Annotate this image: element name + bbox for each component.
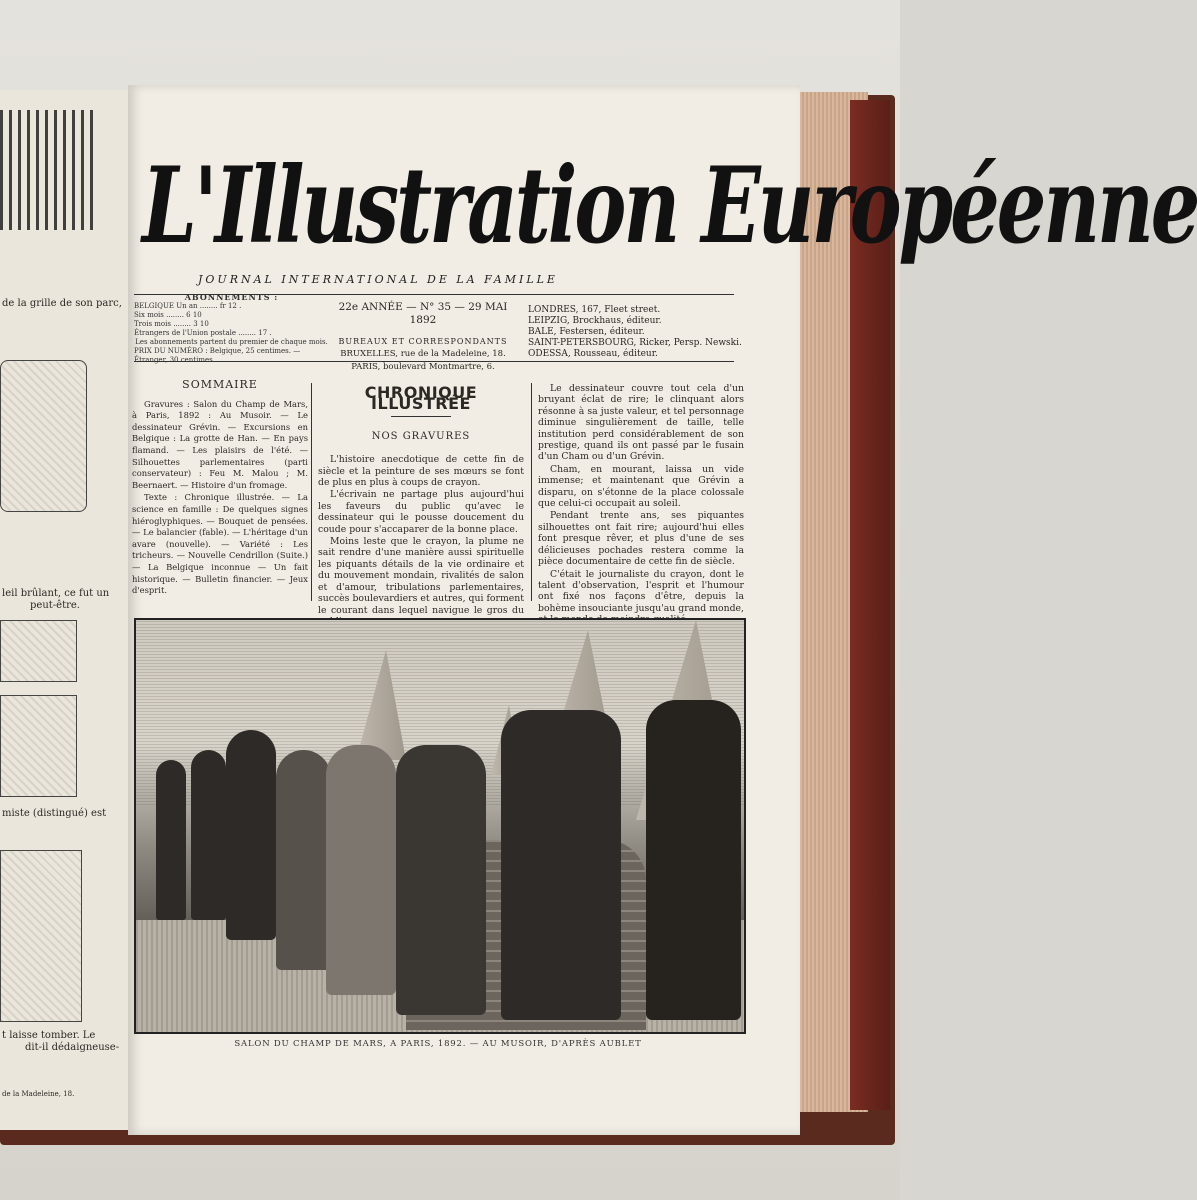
old-sailor-figure [501, 710, 621, 1020]
sailor-figure [326, 745, 396, 995]
chronique-column [318, 383, 524, 628]
chronique-paragraph: L'histoire anecdotique de cette fin de siècle et la peinture de ses mœurs se font de plus en plus à coups de crayon. [318, 454, 524, 489]
left-text-fragment: de la Madeleine, 18. [2, 1090, 75, 1098]
masthead [136, 115, 1197, 285]
left-text-fragment: t laisse tomber. Le [2, 1030, 96, 1041]
sommaire-paragraph: Texte : Chronique illustrée. — La science en famille : De quelques signes hiéroglyphiques. — Bouquet de pensées. — Le balancier (fable). — L'héritage d'un avare (nouvelle). — Variété : Les tricheurs. — Nouvelle Cendrillon (Suite.) — La Belgique inconnue — Un fait historique. — Bulletin financier. — Jeux d'esprit. [132, 492, 308, 596]
correspondent: ODESSA, Rousseau, éditeur. [528, 349, 658, 359]
sailor-figure [276, 750, 331, 970]
correspondent: LEIPZIG, Brockhaus, éditeur. [528, 316, 662, 326]
sommaire-column [132, 373, 308, 598]
chronique-subtitle: NOS GRAVURES [371, 430, 471, 442]
engraving-caption: SALON DU CHAMP DE MARS, A PARIS, 1892. — AU MUSOIR, D'APRÈS AUBLET [234, 1039, 642, 1049]
column-paragraph: Pendant trente ans, ses piquantes silhouettes ont fait rire; aujourd'hui elles font presque rêver, et plus d'une de ses délicieuses pochades restera comme la pièce documentaire de cette fin de siècle. [538, 510, 744, 568]
subscriptions-block [134, 293, 329, 365]
correspondent: LONDRES, 167, Fleet street. [528, 305, 661, 315]
title-rule [391, 416, 451, 417]
sailor-with-cap-figure [646, 700, 741, 1020]
offices-heading: BUREAUX ET CORRESPONDANTS [338, 337, 508, 346]
engraving-illustration [134, 618, 746, 1034]
sailor-figure [191, 750, 226, 920]
sailor-figure [396, 745, 486, 1015]
column-paragraph: Cham, en mourant, laissa un vide immense; et maintenant que Grévin a disparu, on s'étonne de la place colossale que celui-ci occupait au soleil. [538, 463, 744, 510]
sun-figure-illustration [0, 360, 87, 512]
sailor-figure [156, 760, 186, 920]
sailor-figure [226, 730, 276, 940]
chronique-paragraph: L'écrivain ne partage plus aujourd'hui les faveurs du public qu'avec le dessinateur qui le pousse doucement du coude pour s'accaparer de la bonne place. [318, 489, 524, 535]
left-text-fragment: peut-être. [30, 600, 80, 611]
subscription-note: Les abonnements partent du premier de chaque mois. [135, 338, 328, 346]
office-paris: PARIS, boulevard Montmartre, 6. [351, 362, 495, 372]
sommaire-title: SOMMAIRE [182, 378, 258, 391]
correspondent: BALE, Festersen, éditeur. [528, 327, 645, 337]
correspondents-block [528, 305, 778, 360]
column-rule [531, 383, 532, 601]
sommaire-paragraph: Gravures : Salon du Champ de Mars, à Paris, 1892 : Au Musoir. — Le dessinateur Grévin. — Excursions en Belgique : La grotte de Han. — En pays flamand. — Les plaisirs de l'été. — Silhouettes parlementaires (parti conservateur) : Feu M. Malou ; M. Beernaert. — Histoire d'un fromage. [132, 398, 308, 490]
chronique-paragraph: Moins leste que le crayon, la plume ne sait rendre d'une manière aussi spirituelle les piquants détails de la vie ordinaire et du mouvement mondain, rivalités de salon et d'amour, tribulations parlementaires, succès boulevardiers et autres, qui forment le courant dans lequel navigue le gros du [318, 536, 524, 616]
subscription-row: Six mois ........ 6 10 [134, 311, 202, 319]
issue-block [333, 301, 513, 374]
issue-line: 22e ANNÉE — N° 35 — 29 MAI 1892 [338, 301, 508, 326]
subscriptions-heading: ABONNEMENTS : [184, 292, 279, 302]
subscription-row: Trois mois ........ 3 10 [134, 320, 209, 328]
left-text-fragment: leil brûlant, ce fut un [2, 588, 110, 599]
left-text-fragment: de la grille de son parc, [2, 298, 122, 309]
fence-illustration [0, 110, 95, 230]
map-illustration [0, 620, 77, 682]
masthead-title: L'Illustration Européenne [142, 145, 1197, 268]
newspaper-page [128, 85, 1197, 1135]
price-line: PRIX DU NUMÉRO : Belgique, 25 centimes. — Étranger, 30 centimes. [134, 347, 301, 364]
office-brussels: BRUXELLES, rue de la Madeleine, 18. [340, 349, 506, 359]
chronique-title: CHRONIQUE ILLUSTRÉE [364, 383, 478, 414]
subscription-row: Étrangers de l'Union postale ........ 17 . [134, 329, 272, 337]
column-rule [311, 383, 312, 601]
masthead-subtitle: JOURNAL INTERNATIONAL DE LA FAMILLE [198, 273, 558, 286]
furniture-illustration [0, 850, 82, 1022]
column-paragraph: Le dessinateur couvre tout cela d'un bruyant éclat de rire; le clinquant alors résonne à sa juste valeur, et tel personnage diminue singulièrement de taille, telle institution perd considérablement de son prestige, quand ils ont passé par le fusain d'un Cham ou d'un Grévin. [538, 383, 744, 463]
subscription-row: BELGIQUE Un an ........ fr 12 . [134, 302, 242, 310]
left-page [0, 90, 130, 1130]
column-paragraph: C'était le journaliste du crayon, dont le talent d'observation, l'esprit et l'humour ont fixé nos façons d'être, depuis la bohème insouciante jusqu'au grand monde, [538, 568, 744, 614]
left-text-fragment: miste (distingué) est [2, 808, 107, 819]
table-illustration [0, 695, 77, 797]
right-text-column [538, 383, 744, 639]
left-text-fragment: dit-il dédaigneuse- [25, 1042, 120, 1053]
correspondent: SAINT-PETERSBOURG, Ricker, Persp. Newski. [528, 338, 742, 348]
